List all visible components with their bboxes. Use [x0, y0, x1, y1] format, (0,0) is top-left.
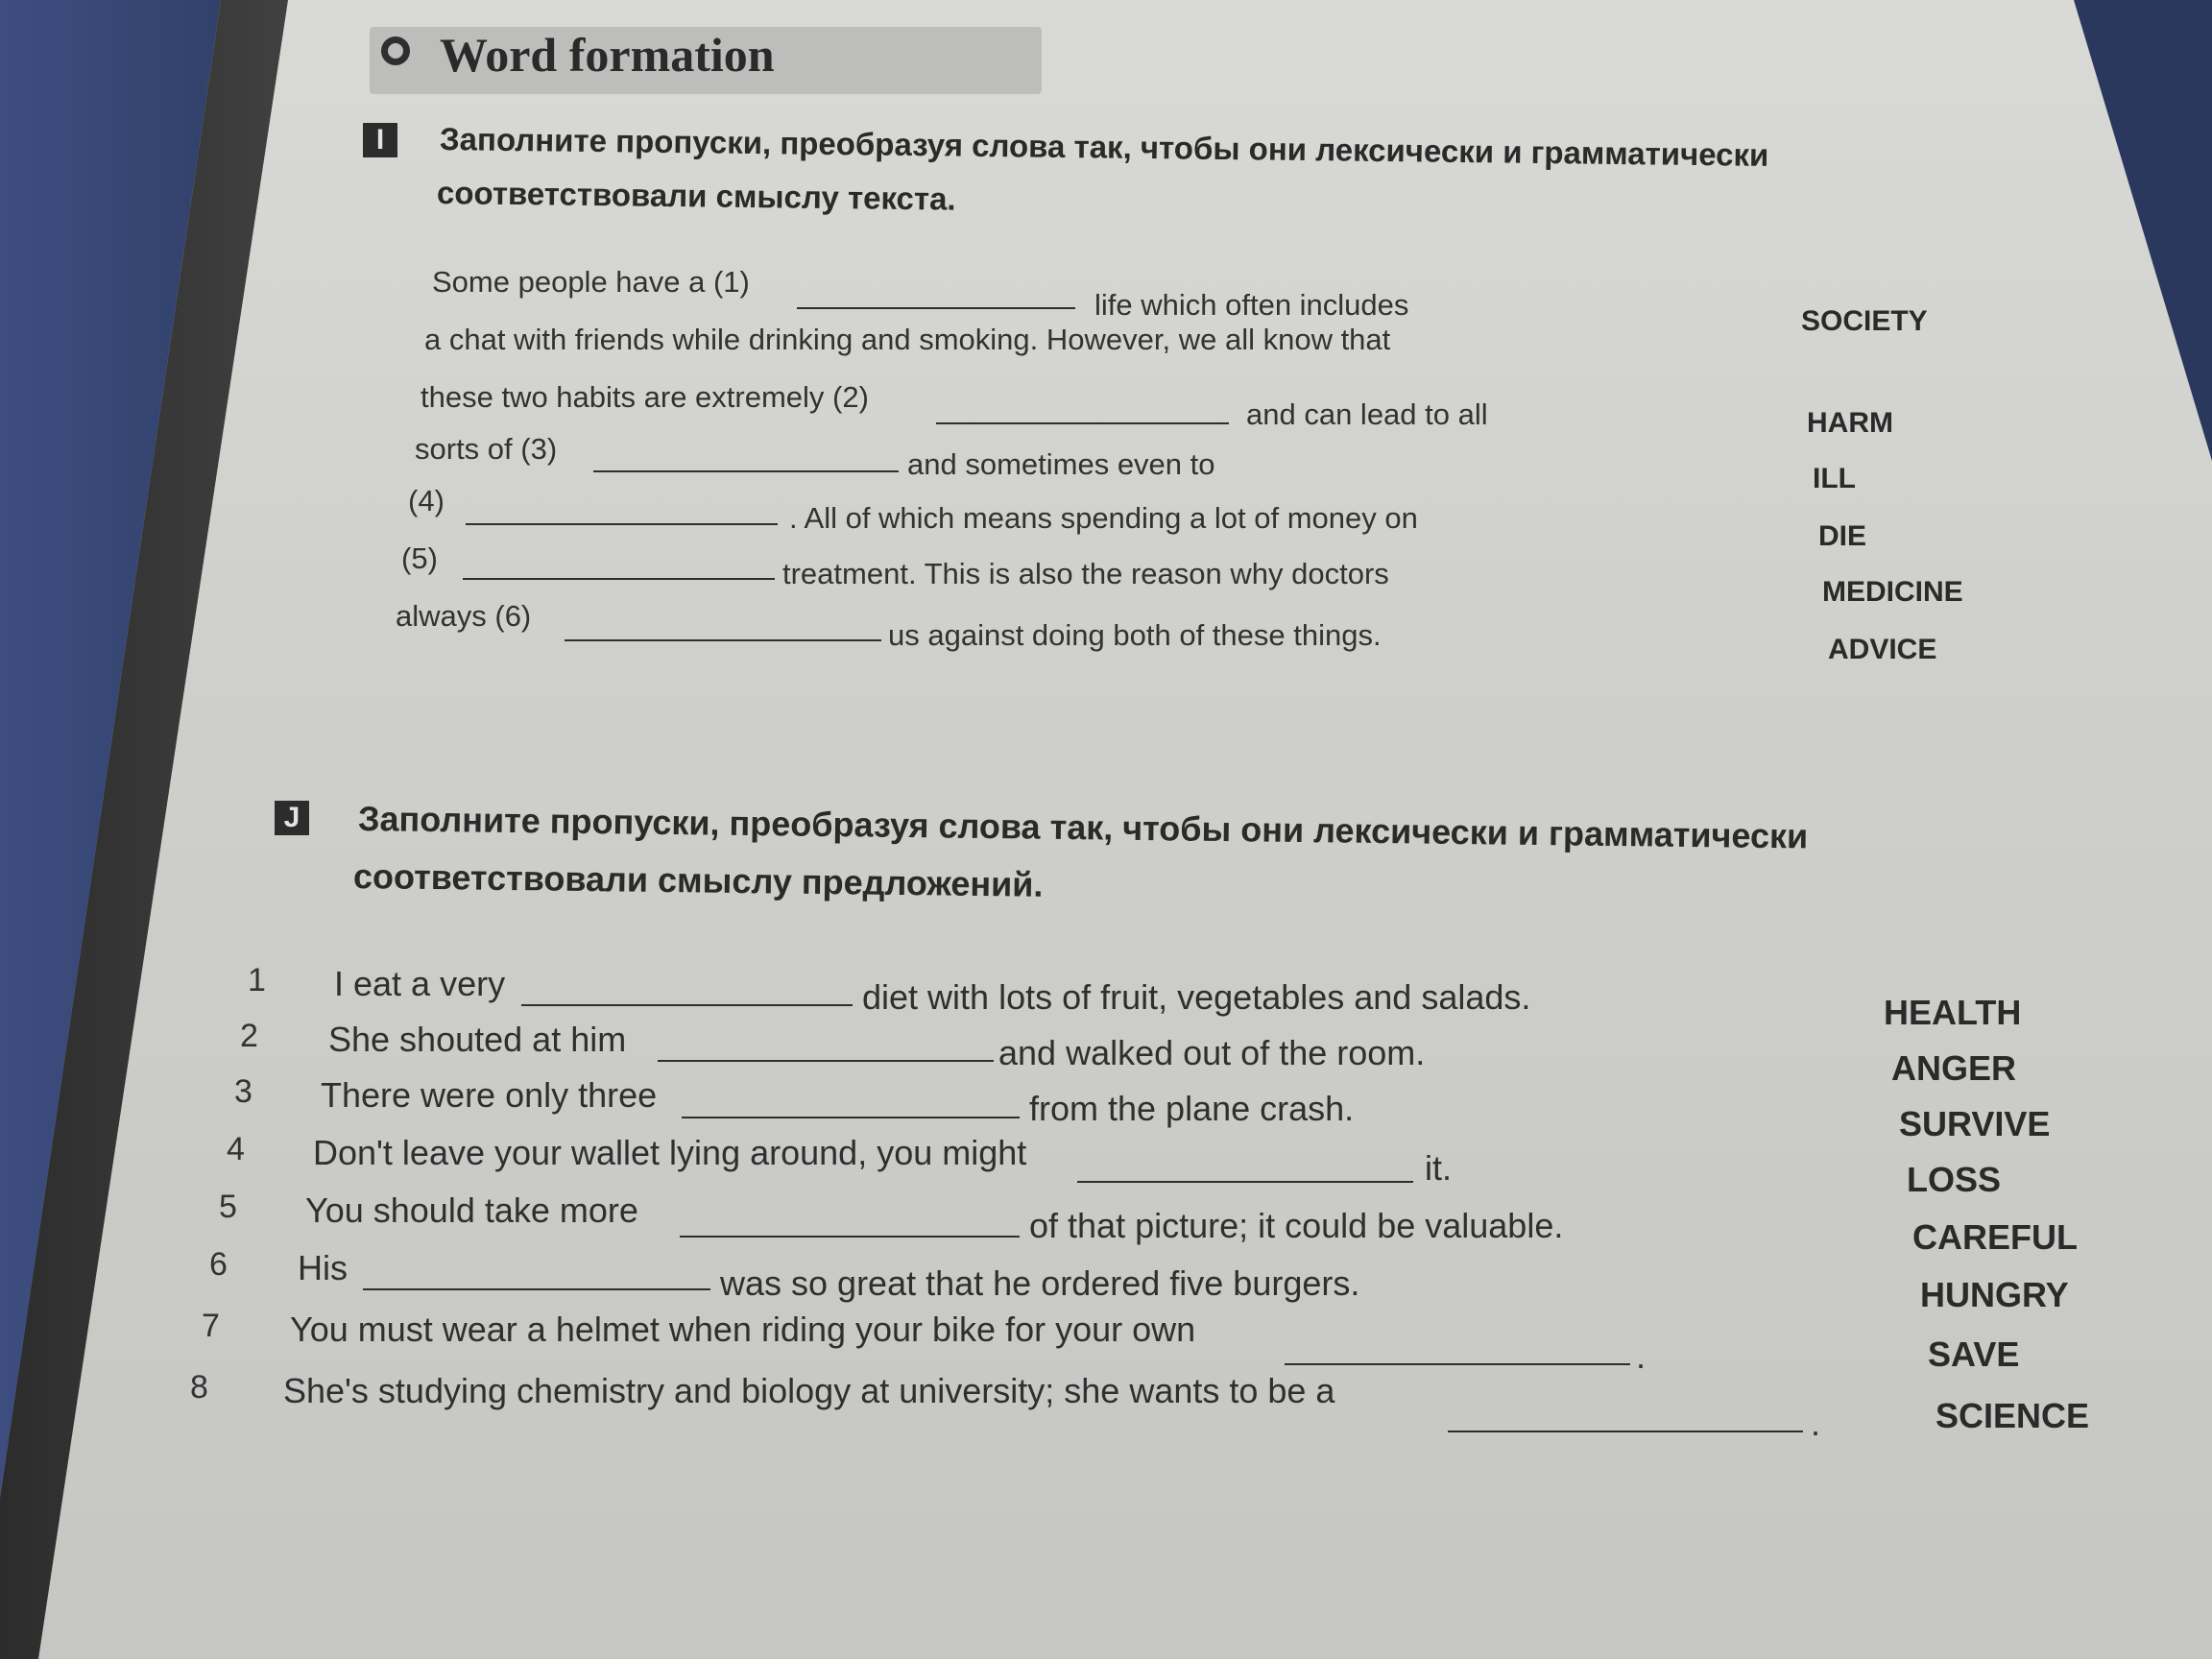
blank-1[interactable]	[797, 307, 1075, 309]
item-4-end: it.	[1425, 1148, 1453, 1188]
item-3-keyword: SURVIVE	[1899, 1104, 2051, 1143]
item-number-5: 5	[219, 1189, 237, 1225]
item-6-end: was so great that he ordered five burgers.	[720, 1263, 1360, 1303]
item-5-end: of that picture; it could be valuable.	[1029, 1206, 1564, 1245]
item-4-start: Don't leave your wallet lying around, you might	[313, 1133, 1027, 1172]
item-6-keyword: HUNGRY	[1920, 1275, 2069, 1314]
item-4-keyword: LOSS	[1907, 1160, 2002, 1199]
blank-3[interactable]	[593, 470, 899, 472]
item-number-8: 8	[190, 1369, 208, 1406]
text-line-7-end: us against doing both of these things.	[888, 618, 1382, 652]
keyword-ill: ILL	[1813, 463, 1856, 494]
item-8-keyword: SCIENCE	[1936, 1396, 2090, 1435]
circle-bullet-icon	[381, 36, 410, 65]
item-2-start: She shouted at him	[328, 1020, 627, 1059]
keyword-die: DIE	[1818, 520, 1867, 552]
item-1-blank[interactable]	[521, 1004, 853, 1006]
text-line-3-start: these two habits are extremely (2)	[421, 380, 869, 414]
text-line-5-end: . All of which means spending a lot of money on	[789, 501, 1418, 535]
item-1-end: diet with lots of fruit, vegetables and salads.	[862, 977, 1531, 1017]
item-5-start: You should take more	[305, 1190, 638, 1230]
item-4-blank[interactable]	[1077, 1181, 1413, 1183]
item-3-end: from the plane crash.	[1029, 1089, 1355, 1128]
item-3-start: There were only three	[321, 1075, 658, 1115]
blank-2[interactable]	[936, 422, 1229, 424]
text-line-1-end: life which often includes	[1094, 288, 1409, 322]
exercise-i-instruction-line2: соответствовали смыслу текста.	[436, 175, 956, 217]
item-7-end: .	[1636, 1336, 1647, 1376]
exercise-i-instruction-line1: Заполните пропуски, преобразуя слова так, чтобы они лексически и грамматически	[439, 121, 1769, 173]
item-7-keyword: SAVE	[1928, 1334, 2020, 1374]
item-5-keyword: CAREFUL	[1912, 1217, 2078, 1257]
text-line-1-start: Some people have a (1)	[432, 265, 750, 299]
text-line-3-end: and can lead to all	[1246, 397, 1488, 431]
item-8-end: .	[1811, 1404, 1821, 1443]
item-2-end: and walked out of the room.	[998, 1033, 1426, 1072]
item-2-blank[interactable]	[658, 1060, 994, 1062]
item-7-start: You must wear a helmet when riding your bike for your own	[290, 1310, 1196, 1349]
item-5-blank[interactable]	[680, 1236, 1020, 1238]
keyword-advice: ADVICE	[1828, 634, 1937, 665]
keyword-medicine: MEDICINE	[1822, 576, 1963, 608]
item-number-3: 3	[234, 1073, 252, 1110]
text-line-2: a chat with friends while drinking and smoking. However, we all know that	[424, 323, 1391, 356]
text-line-4-end: and sometimes even to	[907, 447, 1215, 481]
item-number-6: 6	[209, 1246, 228, 1283]
exercise-label-j: J	[275, 801, 309, 835]
item-8-start: She's studying chemistry and biology at university; she wants to be a	[283, 1371, 1335, 1410]
item-number-2: 2	[240, 1018, 258, 1054]
exercise-j-instruction-line2: соответствовали смыслу предложений.	[352, 856, 1044, 904]
item-7-blank[interactable]	[1285, 1363, 1630, 1365]
text-line-4-start: sorts of (3)	[415, 432, 558, 466]
item-6-blank[interactable]	[363, 1288, 710, 1290]
item-1-start: I eat a very	[334, 964, 506, 1003]
blank-6[interactable]	[565, 639, 881, 641]
item-number-4: 4	[227, 1131, 245, 1167]
section-title: Word formation	[440, 28, 775, 82]
blank-4[interactable]	[466, 523, 778, 525]
text-line-7-start: always (6)	[396, 599, 532, 633]
text-line-5-start: (4)	[408, 484, 445, 517]
keyword-society: SOCIETY	[1801, 305, 1928, 337]
keyword-harm: HARM	[1807, 407, 1893, 439]
text-line-6-start: (5)	[401, 541, 438, 575]
item-6-start: His	[298, 1248, 348, 1287]
item-1-keyword: HEALTH	[1884, 993, 2022, 1032]
item-3-blank[interactable]	[682, 1117, 1020, 1118]
item-number-7: 7	[202, 1308, 220, 1344]
item-2-keyword: ANGER	[1891, 1048, 2017, 1088]
exercise-label-i: I	[363, 123, 397, 157]
blank-5[interactable]	[463, 578, 775, 580]
item-8-blank[interactable]	[1448, 1431, 1803, 1432]
exercise-j-instruction-line1: Заполните пропуски, преобразуя слова так, чтобы они лексически и грамматически	[357, 799, 1809, 856]
item-number-1: 1	[248, 962, 266, 998]
text-line-6-end: treatment. This is also the reason why doctors	[782, 557, 1389, 590]
